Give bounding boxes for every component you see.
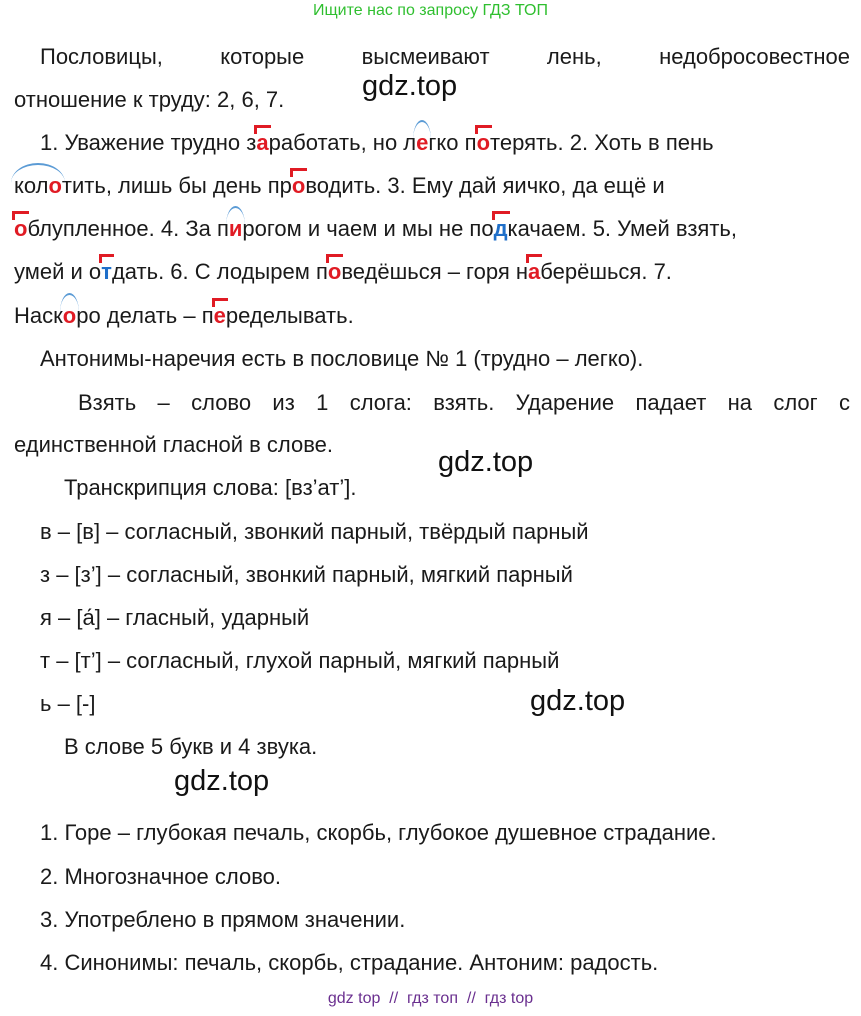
proverbs-line-4 — [14, 259, 672, 285]
syllable-line-1 — [78, 390, 850, 416]
text-segment: берёшься. 7. — [540, 259, 672, 284]
text-segment: 1. Уважение трудно з — [40, 130, 257, 155]
text-segment: гко п — [428, 130, 477, 155]
text-segment: работать, но л — [268, 130, 417, 155]
text-segment: ро делать – п — [76, 303, 214, 328]
intro-word: которые — [220, 44, 305, 69]
stressed-vowel: о — [62, 303, 77, 328]
watermark: gdz.top — [174, 765, 270, 797]
answer-item: 2. Многозначное слово. — [40, 864, 281, 889]
letter-sound-count: В слове 5 букв и 4 звука. — [64, 734, 318, 759]
answer-item: 3. Употреблено в прямом значении. — [40, 907, 406, 932]
intro-word: высмеивают — [361, 44, 490, 69]
intro-line-1 — [40, 44, 850, 70]
text-segment: тить, лишь бы день пр — [61, 173, 292, 198]
stressed-vowel: а — [528, 259, 541, 284]
syllable-line-2: единственной гласной в слове. — [14, 432, 334, 457]
stressed-vowel: а — [256, 130, 269, 155]
stressed-vowel: о — [291, 173, 306, 198]
answer-item: 1. Горе – глубокая печаль, скорбь, глубокое душевное страдание. — [40, 820, 717, 845]
letter-analysis-row: т – [т’] – согласный, глухой парный, мягкий парный — [40, 648, 560, 673]
text-segment: ределывать. — [225, 303, 354, 328]
watermark: gdz.top — [438, 446, 534, 478]
transcription: Транскрипция слова: [вз’ат’]. — [64, 475, 357, 500]
text-segment: Наск — [14, 303, 63, 328]
intro-word: лень, — [546, 44, 602, 69]
text-segment: водить. 3. Ему дай яичко, да ещё и — [305, 173, 665, 198]
answer-item: 4. Синонимы: печаль, скорбь, страдание. Антоним: радость. — [40, 950, 659, 975]
prefix-consonant: д — [493, 216, 508, 241]
search-banner: Ищите нас по запросу ГДЗ ТОП — [313, 2, 548, 19]
letter-analysis-row: в – [в] – согласный, звонкий парный, твёрдый парный — [40, 519, 589, 544]
proverbs-line-1 — [40, 130, 714, 156]
stressed-vowel: о — [476, 130, 491, 155]
text-segment: ведёшься – горя н — [341, 259, 529, 284]
stressed-vowel: е — [416, 130, 429, 155]
stressed-vowel: е — [213, 303, 226, 328]
proverbs-line-3 — [14, 216, 737, 242]
text-segment: терять. 2. Хоть в пень — [490, 130, 714, 155]
stressed-vowel: и — [228, 216, 243, 241]
footer-links[interactable]: gdz top // гдз топ // гдз top — [327, 990, 534, 1007]
text-segment: рогом и чаем и мы не по — [242, 216, 494, 241]
syllable-text: Взять – слово из 1 слога: взять. Ударение падает на слог с — [78, 390, 850, 415]
intro-line-2: отношение к труду: 2, 6, 7. — [14, 87, 285, 112]
stressed-vowel: о — [14, 216, 28, 241]
intro-word: Пословицы, — [40, 44, 163, 69]
text-segment: качаем. 5. Умей взять, — [507, 216, 737, 241]
prefix-consonant: т — [101, 259, 112, 284]
letter-analysis-row: ь – [-] — [40, 691, 96, 716]
root-arc — [14, 173, 62, 199]
proverbs-line-5 — [14, 303, 354, 329]
watermark: gdz.top — [362, 70, 458, 102]
text-segment: умей и о — [14, 259, 102, 284]
proverbs-line-2 — [14, 173, 665, 199]
text-segment: дать. 6. С лодырем п — [111, 259, 328, 284]
stressed-vowel: о — [327, 259, 342, 284]
letter-analysis-row: з – [з’] – согласный, звонкий парный, мягкий парный — [40, 562, 573, 587]
text-segment: кол — [14, 173, 49, 198]
letter-analysis-row: я – [а́] – гласный, ударный — [40, 605, 310, 630]
stressed-vowel: о — [48, 173, 62, 198]
antonyms-note: Антонимы-наречия есть в пословице № 1 (трудно – легко). — [40, 346, 644, 371]
watermark: gdz.top — [530, 685, 626, 717]
text-segment: блупленное. 4. За п — [27, 216, 229, 241]
intro-word: недобросовестное — [659, 44, 850, 69]
